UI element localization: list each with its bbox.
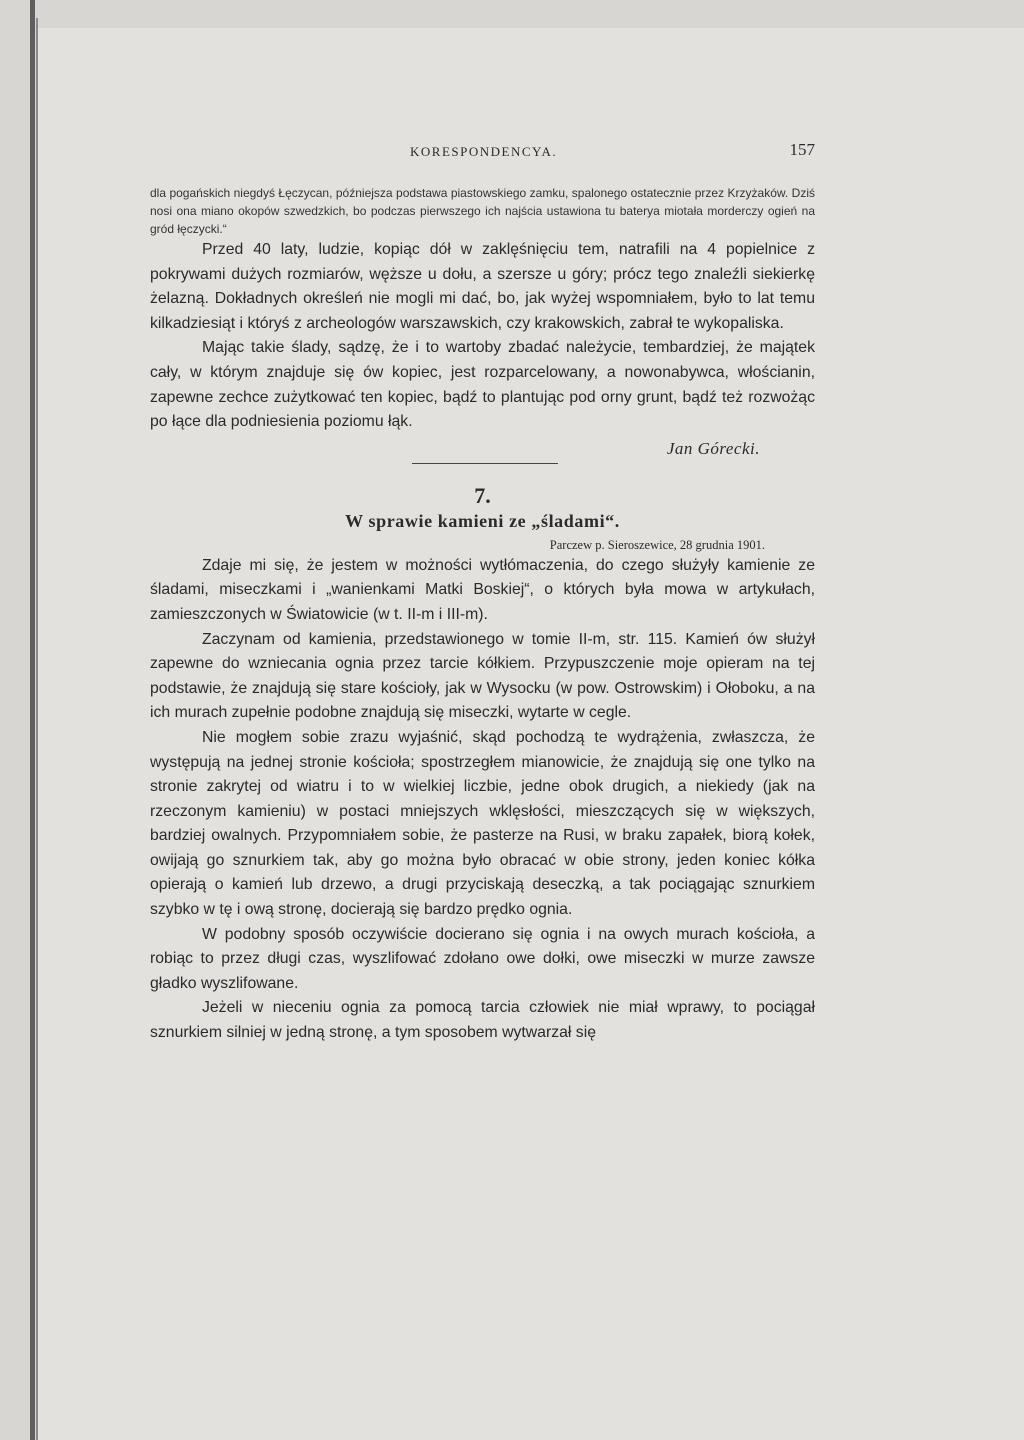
paragraph: Zaczynam od kamienia, przedstawionego w tomie II-m, str. 115. Kamień ów służył zapewne do wzniecania ognia przez tarcie kółkiem. Przypuszczenie moje opieram na tej podstawie, że znajdują się stare kościoły, jak w Wysocku (w pow. Ostrowskim) i Ołoboku, a na ich murach zupełnie podobne znajdują się miseczki, wytarte w cegle. [150,630,815,722]
page-number: 157 [789,140,815,159]
book-binding-edge [30,0,35,1440]
quoted-passage: dla pogańskich niegdyś Łęczycan, późniejsza podstawa piastowskiego zamku, spalonego ostatecznie przez Krzyżaków. Dziś nosi ona miano okopów szwedzkich, bo podczas pierwszego ich najścia ustawiona tu baterya miotała morderczy ogień na gród łęczycki.“ [150,186,815,236]
page-text-block [150,140,815,1046]
paragraph: Jeżeli w nieceniu ognia za pomocą tarcia człowiek nie miał wprawy, to pociągał sznurkiem silniej w jedną stronę, a tym sposobem wytwarzał się [150,999,815,1042]
paragraph: Nie mogłem sobie zrazu wyjaśnić, skąd pochodzą te wydrążenia, zwłaszcza, że występują na jednej stronie kościoła; spostrzegłem mianowicie, że znajdują się one tylko na stronie zakrytej od wiatru i to w wielkiej liczbie, jedne obok drugich, a niekiedy (jak na rzeczonym kamieniu) w postaci mniejszych wklęsłości, mieszczących się w większych, bardziej owalnych. Przypomniałem sobie, że pasterze na Rusi, w braku zapałek, biorą kołek, owijają go sznurkiem tak, aby go można było obracać w obie strony, jeden koniec kółka opierają o kamień lub drzewo, a drugi przyciskają deseczką, a tak pociągając sznurkiem szybko w tę i ową stronę, docierają się bardzo prędko ognia. [150,728,815,919]
running-title: KORESPONDENCYA. [410,144,558,159]
author-signature: Jan Górecki. [666,438,760,458]
running-header [150,140,815,166]
paragraph: W podobny sposób oczywiście docierano się ognia i na owych murach kościoła, a robiąc to przez długi czas, wyszlifować zdołano owe dołki, owe miseczki w murze zawsze gładko wyszlifowane. [150,925,815,992]
section-divider [412,463,558,464]
dateline: Parczew p. Sieroszewice, 28 grudnia 1901. [549,537,765,552]
paragraph: Zdaje mi się, że jestem w możności wytłómaczenia, do czego służyły kamienie ze śladami, miseczkami i „wanienkami Matki Boskiej“, o których była mowa w artykułach, zamieszczonych w Światowicie (w t. II-m i III-m). [150,556,815,623]
paragraph: Mając takie ślady, sądzę, że i to wartoby zbadać należycie, tembardziej, że majątek cały, w którym znajduje się ów kopiec, jest rozparcelowany, a nowonabywca, włościanin, zapewne zechce zużytkować ten kopiec, bądź to plantując pod orny grunt, bądź też rozwożąc po łące dla podniesienia poziomu łąk. [150,339,815,431]
section-title: W sprawie kamieni ze „śladami“. [345,510,620,531]
paragraph: Przed 40 laty, ludzie, kopiąc dół w zaklęśnięciu tem, natrafili na 4 popielnice z pokrywami dużych rozmiarów, węższe u dołu, a szersze u góry; prócz tego znaleźli siekierkę żelazną. Dokładnych określeń nie mogli mi dać, bo, jak wyżej wspomniałem, było to lat temu kilkadziesiąt i któryś z archeologów warszawskich, czy krakowskich, zabrał te wykopaliska. [150,241,815,332]
section-number: 7. [474,482,491,508]
